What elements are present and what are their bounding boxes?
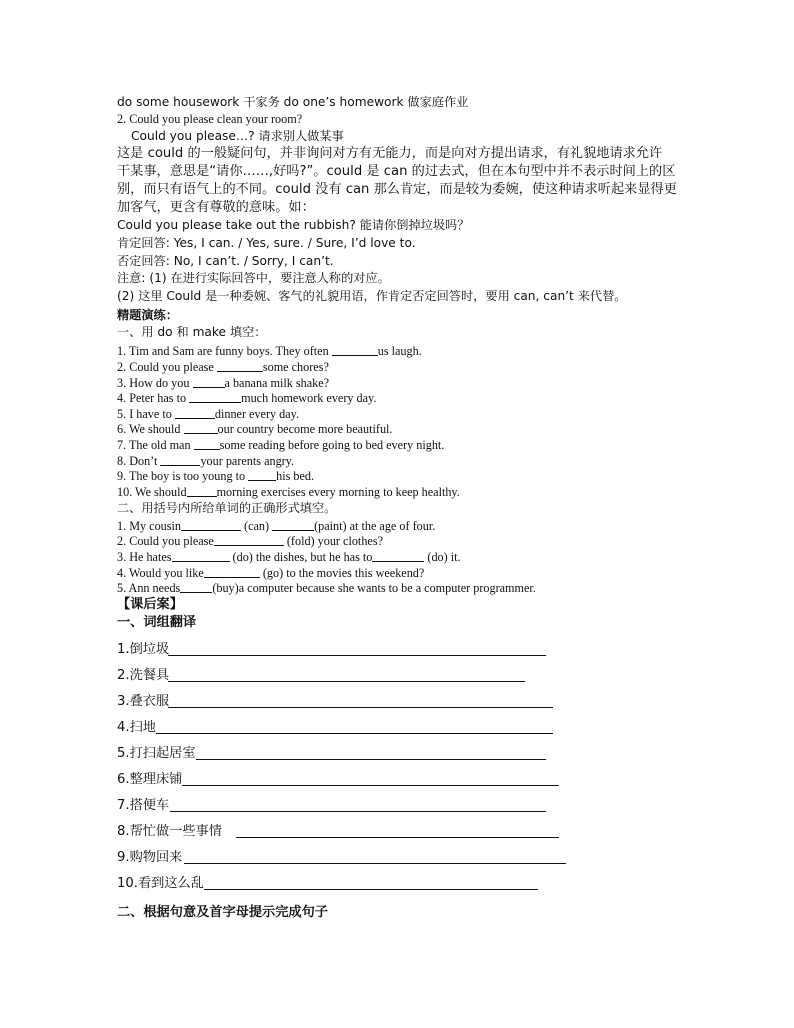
blank[interactable] — [194, 438, 220, 450]
blank[interactable] — [217, 360, 263, 372]
list-item: 3. How do you a banana milk shake? — [117, 376, 330, 390]
list-item: 5. Ann needs (buy)a computer because she wants to be a computer programmer. — [117, 581, 536, 595]
list-item: 4. Would you like (go) to the movies this weekend? — [117, 566, 425, 580]
list-item: 4. Peter has to much homework every day. — [117, 391, 377, 405]
translation-item: 2.洗餐具 — [117, 668, 170, 683]
answer-line[interactable] — [236, 837, 559, 838]
after-class-title: 【课后案】 — [117, 597, 183, 612]
answer-line[interactable] — [184, 863, 566, 864]
list-item: 1. My cousin (can) (paint) at the age of four. — [117, 519, 436, 533]
blank[interactable] — [204, 566, 260, 578]
translation-item: 4.扫地 — [117, 720, 156, 735]
explanation-line-2: 干某事，意思是“请你……,好吗?”。could 是 can 的过去式，但在本句型中并不表示时间上的区 — [117, 164, 676, 179]
part1-title: 一、用 do 和 make 填空： — [117, 325, 267, 339]
translation-item: 3.叠衣服 — [117, 694, 170, 709]
list-item: 1. Tim and Sam are funny boys. They often us laugh. — [117, 344, 422, 358]
blank[interactable] — [193, 376, 225, 388]
blank[interactable] — [180, 581, 212, 593]
list-item: 7. The old man some reading before going to bed every night. — [117, 438, 445, 452]
section-1-title: 一、词组翻译 — [117, 615, 197, 630]
translation-item: 8.帮忙做一些事情 — [117, 824, 222, 839]
note-1: 注意: (1) 在进行实际回答中，要注意人称的对应。 — [117, 271, 390, 285]
translation-item: 7.搭便车 — [117, 798, 170, 813]
point-2-title: 2. Could you please clean your room? — [117, 112, 303, 126]
answer-line[interactable] — [168, 707, 553, 708]
blank[interactable] — [187, 485, 217, 497]
list-item: 10. We should morning exercises every morning to keep healthy. — [117, 485, 460, 499]
answer-line[interactable] — [196, 759, 546, 760]
answer-line[interactable] — [156, 733, 553, 734]
blank[interactable] — [372, 550, 424, 562]
blank[interactable] — [189, 391, 241, 403]
list-item: 3. He hates (do) the dishes, but he has to (do) it. — [117, 550, 461, 564]
translation-item: 10.看到这么乱 — [117, 876, 204, 891]
pattern-line: Could you please…? 请求别人做某事 — [131, 129, 344, 143]
blank[interactable] — [184, 422, 218, 434]
answer-line[interactable] — [170, 811, 546, 812]
explanation-line-1: 这是 could 的一般疑问句，并非询问对方有无能力，而是向对方提出请求，有礼貌地请求允许 — [117, 146, 663, 161]
translation-item: 1.倒垃圾 — [117, 642, 170, 657]
note-2: (2) 这里 Could 是一种委婉、客气的礼貌用语，作肯定否定回答时，要用 can, can’t 来代替。 — [117, 289, 627, 303]
section-2-title: 二、根据句意及首字母提示完成句子 — [117, 905, 328, 920]
list-item: 8. Don’t your parents angry. — [117, 454, 295, 468]
list-item: 6. We should our country become more beautiful. — [117, 422, 393, 436]
translation-item: 9.购物回来 — [117, 850, 183, 865]
list-item: 9. The boy is too young to his bed. — [117, 469, 315, 483]
answer-line[interactable] — [168, 681, 525, 682]
answer-line[interactable] — [168, 655, 546, 656]
blank[interactable] — [248, 469, 276, 481]
blank[interactable] — [332, 344, 378, 356]
practice-title: 精题演练： — [117, 308, 178, 322]
list-item: 2. Could you please some chores? — [117, 360, 329, 374]
blank[interactable] — [272, 519, 314, 531]
part2-title: 二、用括号内所给单词的正确形式填空。 — [117, 501, 337, 515]
blank[interactable] — [181, 519, 241, 531]
answer-line[interactable] — [204, 889, 538, 890]
example-sentence: Could you please take out the rubbish? 能请你倒掉垃圾吗？ — [117, 218, 470, 232]
translation-item: 5.打扫起居室 — [117, 746, 196, 761]
blank[interactable] — [160, 454, 200, 466]
translation-item: 6.整理床铺 — [117, 772, 183, 787]
explanation-line-4: 加客气，更含有尊敬的意味。如： — [117, 200, 315, 215]
blank[interactable] — [172, 550, 230, 562]
negative-answer: 否定回答: No, I can’t. / Sorry, I can’t. — [117, 254, 334, 268]
blank[interactable] — [175, 407, 215, 419]
vocab-line: do some housework 干家务 do one’s homework 做家庭作业 — [117, 95, 469, 109]
answer-line[interactable] — [182, 785, 559, 786]
list-item: 2. Could you please (fold) your clothes? — [117, 534, 383, 548]
blank[interactable] — [214, 534, 284, 546]
affirmative-answer: 肯定回答: Yes, I can. / Yes, sure. / Sure, I’d love to. — [117, 236, 416, 250]
list-item: 5. I have to dinner every day. — [117, 407, 300, 421]
explanation-line-3: 别，而只有语气上的不同。could 没有 can 那么肯定，而是较为委婉，使这种请求听起来显得更 — [117, 182, 677, 197]
